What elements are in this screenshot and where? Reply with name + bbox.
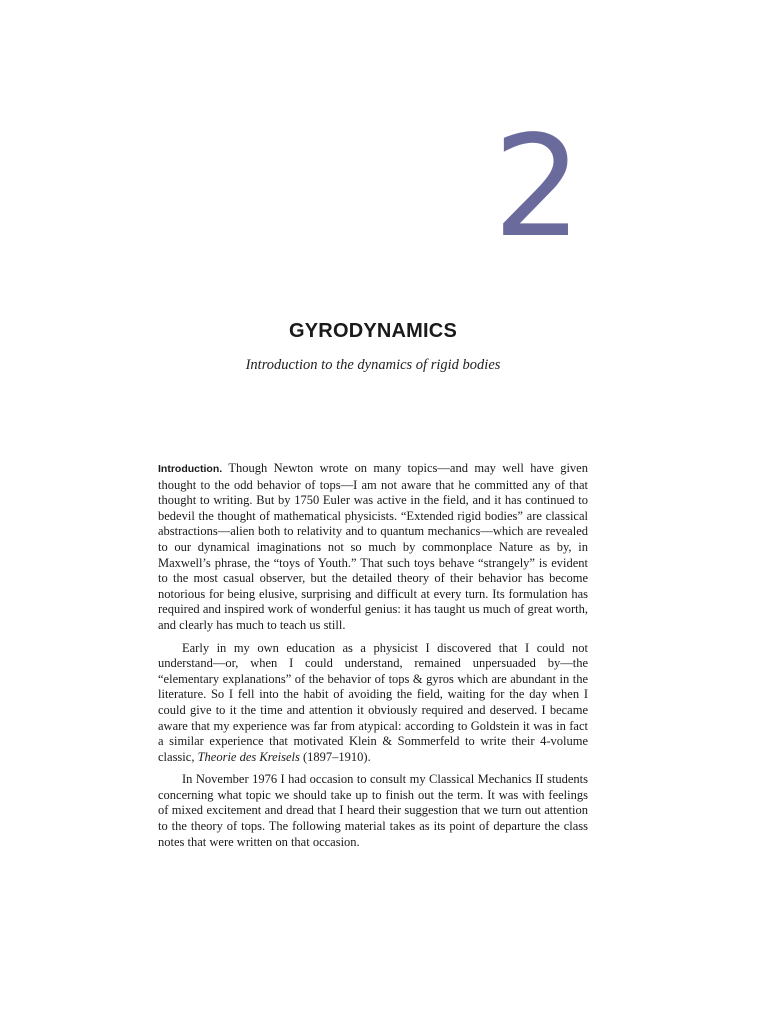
body-text xyxy=(158,461,588,857)
paragraph-text: Though Newton wrote on many topics—and may well have given thought to the odd behavior of tops—I am not aware that he committed any of that thought to writing. But by 1750 Euler was active in the field, and it has continued to bedevil the thought of mathematical physicists. “Extended rigid bodies” are classical abstractions—alien both to relativity and to quantum mechanics—which are revealed to our dynamical imaginations not so much by commonplace Nature as by, in Maxwell’s phrase, the “toys of Youth.” That such toys behave “strangely” is evident to the most casual observer, but the detailed theory of their behavior has become notorious for being elusive, surprising and difficult at every turn. Its formulation has required and inspired work of wonderful genius: it has taught us much of great worth, and clearly has much to teach us still. xyxy=(158,461,588,632)
paragraph-text: In November 1976 I had occasion to consult my Classical Mechanics II students concerning what topic we should take up to finish out the term. It was with feelings of mixed excitement and dread that I heard their suggestion that we turn out attention to the theory of tops. The following material takes as its point of departure the class notes that were written on that occasion. xyxy=(158,772,588,849)
paragraph-introduction xyxy=(158,461,588,634)
paragraph-november xyxy=(158,772,588,850)
paragraph-text: (1897–1910). xyxy=(299,749,371,764)
chapter-number: 2 xyxy=(492,106,582,269)
paragraph-lead: Introduction. xyxy=(158,463,223,475)
paragraph-education xyxy=(158,641,588,766)
chapter-subtitle: Introduction to the dynamics of rigid bodies xyxy=(245,357,501,373)
chapter-title: GYRODYNAMICS xyxy=(289,320,457,342)
book-title: Theorie des Kreisels xyxy=(197,749,300,764)
paragraph-text: Early in my own education as a physicist I discovered that I could not understand—or, when I could understand, remained unpersuaded by—the “elementary explanations” of the behavior of tops & gyros which are abundant in the literature. So I fell into the habit of avoiding the field, waiting for the day when I could give to it the time and attention it obviously required and deserved. I became aware that my experience was far from atypical: according to Goldstein it was in fact a similar experience that motivated Klein & Sommerfeld to write their 4-volume classic, xyxy=(158,640,588,764)
